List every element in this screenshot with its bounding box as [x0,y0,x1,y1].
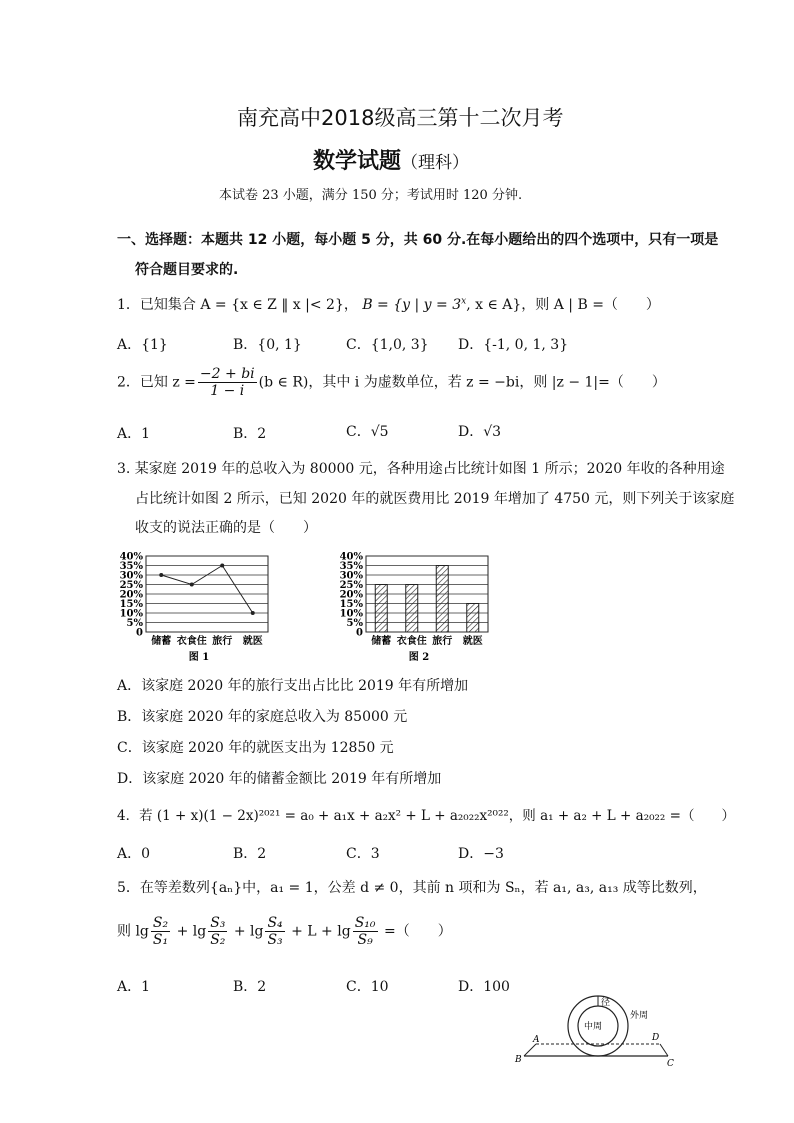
q5-term-1-den: S₁ [152,932,169,948]
x-tick-label: 就医 [242,636,263,647]
q4-option-a: A．0 [117,846,151,862]
q5-term-2-lg: + lg [176,923,207,940]
chart-figure-1 [112,548,292,666]
q5-term-last-num: S₁₀ [354,915,376,931]
y-tick-label: 0 [356,627,363,639]
exam-title: 南充高中2018级高三第十二次月考 [237,106,564,130]
y-tick-label: 35% [339,561,363,572]
q5-term-2 [208,915,227,948]
bar [467,604,479,633]
q1-stem-a: 1．已知集合 A = {x ∈ Z ‖ x |< 2}， [117,297,358,313]
q5-term-1-lg: lg [135,923,149,940]
bar [375,585,387,633]
label-jing: 径 [601,998,611,1008]
q2-tail: (b ∈ R)，其中 i 为虚数单位，若 z = −bi，则 |z − 1|=（ ） [258,374,666,391]
q5-option-c: C．10 [346,979,389,995]
track-right-side [660,1044,668,1056]
q5-term-3-num: S₄ [267,915,283,931]
q2-lead: 2．已知 z = [117,374,196,391]
y-tick-label: 25% [119,580,143,591]
q5-expression [117,915,452,948]
x-tick-label: 衣食住 [176,636,207,647]
q5-term-3-den: S₃ [267,932,283,948]
q1-stem-c: , x ∈ A}，则 A | B =（ ） [466,297,660,313]
q3-stem-line2: 占比统计如图 2 所示，已知 2020 年的就医费用比 2019 年增加了 4750 元，则下列关于该家庭 [135,491,735,507]
q1-option-b: B．{0, 1} [233,337,302,353]
q2-stem [117,366,666,399]
bar [436,566,448,633]
q2-frac-num: −2 + bi [199,366,255,382]
q3-option-d: D．该家庭 2020 年的储蓄金额比 2019 年有所增加 [117,771,442,787]
y-tick-label: 40% [119,551,143,563]
x-tick-label: 衣食住 [396,636,427,647]
y-tick-label: 20% [119,589,143,601]
y-tick-label: 40% [339,551,363,563]
q5-stem: 5．在等差数列{aₙ}中，a₁ = 1，公差 d ≠ 0，其前 n 项和为 Sₙ，若 a₁, a₃, a₁₃ 成等比数列， [117,880,707,896]
q3-option-b: B．该家庭 2020 年的家庭总收入为 85000 元 [117,709,408,725]
track-left-side [524,1044,536,1056]
chart-title: 图 1 [188,652,210,663]
q5-term-3-lg: + lg [233,923,264,940]
q3-stem-line1: 3. 某家庭 2019 年的总收入为 80000 元，各种用途占比统计如图 1 所示；2020 年收的各种用途 [117,461,725,477]
q2-frac-den: 1 − i [210,383,245,399]
y-tick-label: 15% [119,599,143,610]
q4-option-c: C．3 [346,846,380,862]
data-point [190,583,194,587]
q5-term-3 [265,915,284,948]
y-tick-label: 10% [119,608,143,620]
q5-term-2-den: S₂ [210,932,226,948]
label-c: C [667,1059,674,1069]
section1-heading-line2: 符合题目要求的. [135,262,239,278]
y-tick-label: 25% [339,580,363,591]
q4-stem: 4．若 (1 + x)(1 − 2x)²⁰²¹ = a₀ + a₁x + a₂x² + L + a₂₀₂₂x²⁰²²，则 a₁ + a₂ + L + a₂₀₂₂ =（ ） [117,808,735,824]
q2-fraction [198,366,257,399]
subject-text: 数学试题 [313,149,402,174]
q3-option-a: A．该家庭 2020 年的旅行支出占比比 2019 年有所增加 [117,678,469,694]
q3-option-c: C．该家庭 2020 年的就医支出为 12850 元 [117,740,394,756]
q1-stem-b-text: B = {y | y = 3 [362,297,462,313]
series-line [161,566,253,614]
q1-option-a: A．{1} [117,337,168,353]
x-tick-label: 旅行 [432,636,453,647]
label-b: B [515,1055,522,1065]
y-tick-label: 5% [346,618,363,629]
q2-option-a: A．1 [117,426,151,442]
label-a: A [533,1035,540,1045]
exam-subject [313,144,469,175]
y-tick-label: 30% [119,570,143,582]
q5-option-d: D．100 [458,979,510,995]
bar [406,585,418,633]
q1-stem-b [362,297,466,313]
q2-option-d: D．√3 [458,424,502,440]
q4-option-b: B．2 [233,846,267,862]
q5-ellipsis: + L + lg [291,923,351,940]
data-point [251,611,255,615]
y-tick-label: 20% [339,589,363,601]
subject-paren: （理科） [401,153,470,173]
q1-option-c: C．{1,0, 3} [346,337,429,353]
q5-term-2-num: S₃ [210,915,226,931]
x-tick-label: 就医 [462,636,483,647]
y-tick-label: 15% [339,599,363,610]
q5-term-last-den: S₉ [357,932,373,948]
exam-note: 本试卷 23 小题，满分 150 分；考试用时 120 分钟. [219,188,523,203]
y-tick-label: 35% [119,561,143,572]
data-point [220,564,224,568]
x-tick-label: 储蓄 [151,636,172,647]
q5-tail: =（ ） [383,923,452,940]
label-d: D [652,1033,660,1043]
q4-option-d: D．−3 [458,846,504,862]
q5-term-last [353,915,378,948]
q5-expr-lead: 则 [117,923,131,940]
q1-option-d: D．{-1, 0, 1, 3} [458,337,569,353]
label-middle: 中周 [584,1022,603,1032]
q5-term-1-num: S₂ [152,915,169,931]
q2-option-b: B．2 [233,426,267,442]
q5-term-1 [151,915,170,948]
q3-stem-line3: 收支的说法正确的是（ ） [135,520,317,536]
y-tick-label: 10% [339,608,363,620]
q5-option-b: B．2 [233,979,267,995]
q1-stem-b-sup: x [461,296,467,307]
chart-title: 图 2 [408,652,430,663]
q5-option-a: A．1 [117,979,151,995]
ring-track-figure [512,992,682,1072]
section1-heading-line1: 一、选择题：本题共 12 小题，每小题 5 分，共 60 分.在每小题给出的四个选项中，只有一项是 [117,232,719,248]
label-outer: 外周 [630,1011,649,1021]
chart-figure-2 [332,548,512,666]
q2-option-c: C．√5 [346,424,389,440]
y-tick-label: 5% [126,618,143,629]
x-tick-label: 储蓄 [371,636,392,647]
q1-stem [117,294,660,314]
data-point [159,573,163,577]
y-tick-label: 0 [136,627,143,639]
x-tick-label: 旅行 [212,636,233,647]
y-tick-label: 30% [339,570,363,582]
